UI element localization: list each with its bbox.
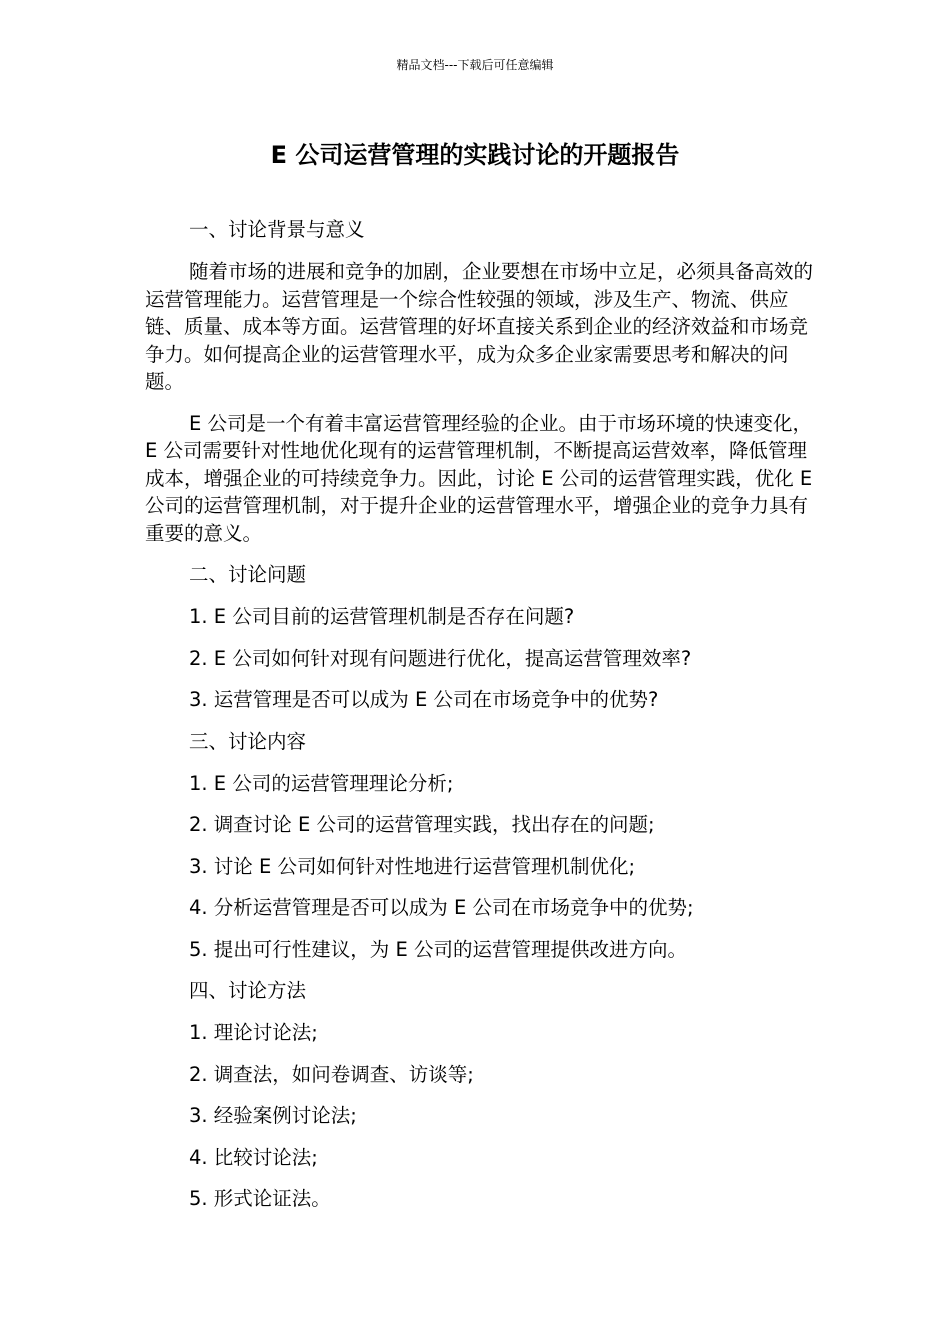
list-item: 1. E 公司目前的运营管理机制是否存在问题?	[189, 605, 575, 628]
body-paragraph: 随着市场的进展和竞争的加剧，企业要想在市场中立足，必须具备高效的运营管理能力。运营管理是一个综合性较强的领域，涉及生产、物流、供应链、质量、成本等方面。运营管理的好坏直接关系到企业的经济效益和市场竞争力。如何提高企业的运营管理水平，成为众多企业家需要思考和解决的问题。	[145, 260, 814, 393]
list-item: 4. 比较讨论法;	[189, 1145, 318, 1169]
list-item: 1. 理论讨论法;	[189, 1021, 318, 1044]
section-questions	[145, 561, 817, 714]
document-title: E 公司运营管理的实践讨论的开题报告	[270, 141, 680, 169]
page-header: 精品文档---下载后可任意编辑	[396, 58, 554, 72]
list-item: 1. E 公司的运营管理理论分析;	[189, 771, 454, 795]
list-item: 3. 经验案例讨论法;	[189, 1104, 357, 1127]
body-paragraph: E 公司是一个有着丰富运营管理经验的企业。由于市场环境的快速变化，E 公司需要针对性地优化现有的运营管理机制，不断提高运营效率，降低管理成本，增强企业的可持续竞争力。因此，讨论 E 公司的运营管理实践，优化 E 公司的运营管理机制，对于提升企业的运营管理水平，增强企业的竞争力具有重要的意义。	[145, 411, 813, 545]
section-heading: 三、讨论内容	[189, 729, 307, 753]
section-content	[145, 728, 817, 964]
list-item: 3. 运营管理是否可以成为 E 公司在市场竞争中的优势?	[189, 688, 659, 711]
list-item: 3. 讨论 E 公司如何针对性地进行运营管理机制优化;	[189, 854, 636, 878]
list-item: 2. 调查讨论 E 公司的运营管理实践，找出存在的问题;	[189, 813, 655, 836]
section-heading: 四、讨论方法	[189, 979, 307, 1002]
list-item: 5. 形式论证法。	[189, 1187, 331, 1210]
section-heading: 二、讨论问题	[189, 563, 307, 586]
section-methods	[145, 977, 817, 1213]
section-background	[145, 216, 817, 547]
list-item: 4. 分析运营管理是否可以成为 E 公司在市场竞争中的优势;	[189, 896, 694, 919]
list-item: 2. E 公司如何针对现有问题进行优化，提高运营管理效率?	[189, 646, 692, 670]
list-item: 2. 调查法，如问卷调查、访谈等;	[189, 1062, 474, 1086]
list-item: 5. 提出可行性建议，为 E 公司的运营管理提供改进方向。	[189, 937, 688, 961]
section-heading: 一、讨论背景与意义	[189, 218, 365, 241]
document-body	[145, 216, 817, 1227]
